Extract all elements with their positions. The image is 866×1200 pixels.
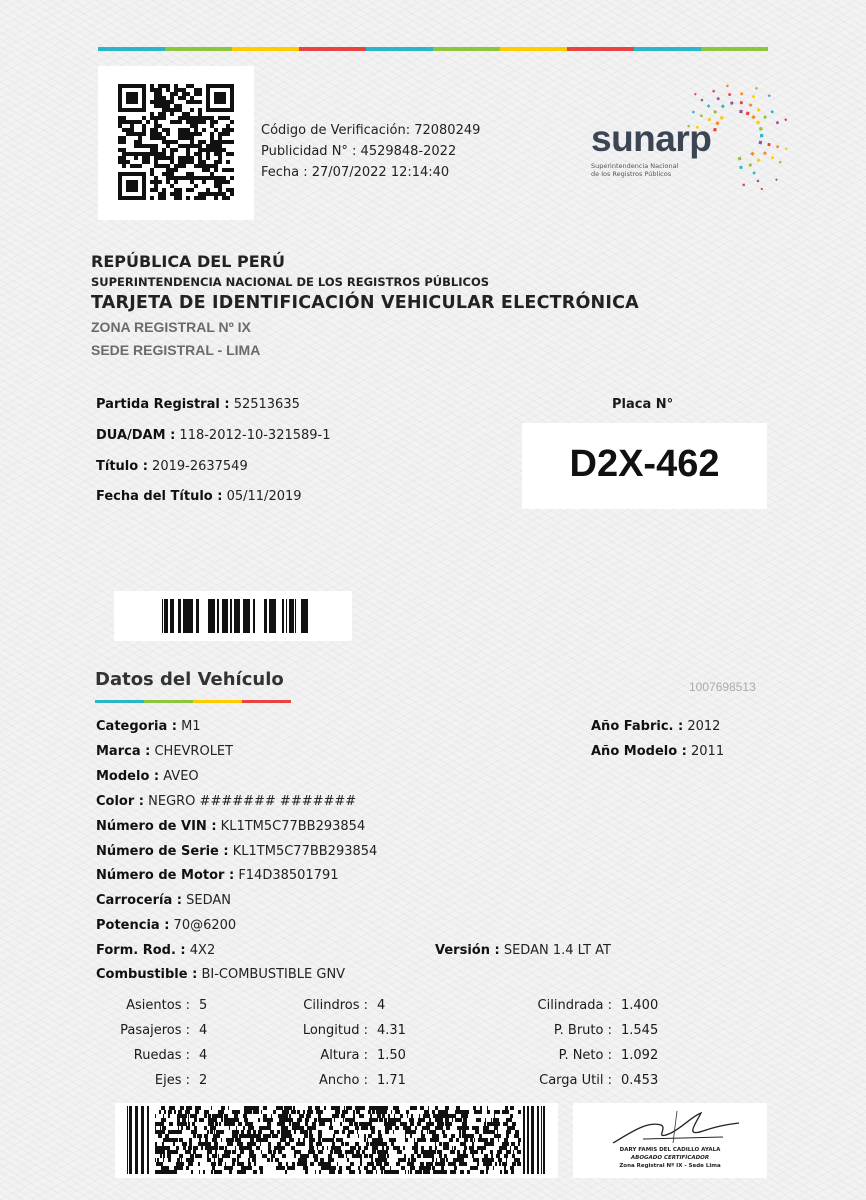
anio-fabric-label: Año Fabric. : xyxy=(591,719,684,734)
ancho-value: 1.71 xyxy=(377,1073,406,1088)
version-value: SEDAN 1.4 LT AT xyxy=(503,943,611,958)
titulo-label: Título : xyxy=(96,459,148,474)
ruedas-label: Ruedas : xyxy=(133,1048,190,1063)
partida-row xyxy=(96,397,300,412)
cilindrada-value: 1.400 xyxy=(621,998,659,1013)
formrod-label: Form. Rod. : xyxy=(96,943,186,958)
color-value: NEGRO ####### ####### xyxy=(148,794,357,809)
marca-value: CHEVROLET xyxy=(154,744,234,759)
verification-code: Código de Verificación: 72080249 xyxy=(261,123,481,138)
carroceria-label: Carrocería : xyxy=(96,893,182,908)
small-barcode xyxy=(114,591,352,641)
asientos-label: Asientos : xyxy=(126,998,190,1013)
serie-label: Número de Serie : xyxy=(96,844,229,859)
carroceria-value: SEDAN xyxy=(186,893,231,908)
logo-subtitle xyxy=(591,162,678,178)
serie-row xyxy=(96,844,377,859)
pneto-label: P. Neto : xyxy=(558,1048,612,1063)
motor-value: F14D38501791 xyxy=(238,868,339,883)
combustible-value: BI-COMBUSTIBLE GNV xyxy=(201,967,346,982)
signer-role: ABOGADO CERTIFICADOR xyxy=(630,1155,710,1161)
motor-label: Número de Motor : xyxy=(96,868,235,883)
vin-value: KL1TM5C77BB293854 xyxy=(220,819,366,834)
signer-office: Zona Registral Nº IX - Sede Lima xyxy=(619,1163,721,1169)
logo-subtitle-line2: de los Registros Públicos xyxy=(591,170,672,178)
pneto-value: 1.092 xyxy=(621,1048,659,1063)
registry-zone: ZONA REGISTRAL Nº IX xyxy=(91,319,251,335)
cargautil-label: Carga Util : xyxy=(539,1073,612,1088)
color-row xyxy=(96,794,356,809)
modelo-value: AVEO xyxy=(163,769,199,784)
partida-value: 52513635 xyxy=(233,397,300,412)
registry-office: SEDE REGISTRAL - LIMA xyxy=(91,342,261,358)
document-title: TARJETA DE IDENTIFICACIÓN VEHICULAR ELECTRÓNICA xyxy=(91,293,639,313)
signature-block xyxy=(573,1103,767,1178)
issue-date: Fecha : 27/07/2022 12:14:40 xyxy=(261,165,450,180)
categoria-label: Categoria : xyxy=(96,719,177,734)
section-underline xyxy=(95,700,291,703)
handwritten-signature xyxy=(573,1103,767,1151)
longitud-value: 4.31 xyxy=(377,1023,406,1038)
version-label: Versión : xyxy=(435,943,500,958)
combustible-label: Combustible : xyxy=(96,967,198,982)
plate-number: D2X-462 xyxy=(569,443,720,485)
altura-value: 1.50 xyxy=(377,1048,406,1063)
pasajeros-value: 4 xyxy=(199,1023,208,1038)
partida-label: Partida Registral : xyxy=(96,397,230,412)
logo-wordmark: sunarp xyxy=(591,118,712,159)
anio-modelo-row xyxy=(591,744,724,759)
vin-row xyxy=(96,819,365,834)
pbruto-value: 1.545 xyxy=(621,1023,659,1038)
signer-name: DARY FAMIS DEL CADILLO AYALA xyxy=(619,1147,721,1153)
plate-box xyxy=(522,423,767,509)
modelo-label: Modelo : xyxy=(96,769,160,784)
dua-label: DUA/DAM : xyxy=(96,428,176,443)
pbruto-label: P. Bruto : xyxy=(553,1023,612,1038)
sunarp-logo xyxy=(588,80,788,190)
cilindrada-label: Cilindrada : xyxy=(537,998,612,1013)
motor-row xyxy=(96,868,339,883)
color-label: Color : xyxy=(96,794,144,809)
formrod-value: 4X2 xyxy=(189,943,216,958)
carroceria-row xyxy=(96,893,231,908)
ruedas-value: 4 xyxy=(199,1048,208,1063)
version-row xyxy=(435,943,611,958)
marca-row xyxy=(96,744,233,759)
titulo-row xyxy=(96,459,248,474)
dua-value: 118-2012-10-321589-1 xyxy=(179,428,331,443)
asientos-value: 5 xyxy=(199,998,208,1013)
agency-title: SUPERINTENDENCIA NACIONAL DE LOS REGISTROS PÚBLICOS xyxy=(91,275,490,289)
formrod-row xyxy=(96,943,215,958)
dua-row xyxy=(96,428,331,443)
color-stripe xyxy=(98,47,768,51)
fecha-titulo-label: Fecha del Título : xyxy=(96,489,223,504)
ancho-label: Ancho : xyxy=(319,1073,368,1088)
anio-modelo-label: Año Modelo : xyxy=(591,744,687,759)
publicity-number: Publicidad N° : 4529848-2022 xyxy=(261,144,457,159)
cilindros-label: Cilindros : xyxy=(303,998,368,1013)
marca-label: Marca : xyxy=(96,744,151,759)
potencia-label: Potencia : xyxy=(96,918,170,933)
anio-fabric-value: 2012 xyxy=(687,719,721,734)
categoria-value: M1 xyxy=(181,719,201,734)
pasajeros-label: Pasajeros : xyxy=(120,1023,190,1038)
modelo-row xyxy=(96,769,199,784)
country-title: REPÚBLICA DEL PERÚ xyxy=(91,252,285,271)
logo-subtitle-line1: Superintendencia Nacional xyxy=(591,162,679,170)
qr-code xyxy=(98,66,254,220)
anio-modelo-value: 2011 xyxy=(691,744,725,759)
ejes-value: 2 xyxy=(199,1073,208,1088)
fecha-titulo-row xyxy=(96,489,302,504)
ejes-label: Ejes : xyxy=(154,1073,190,1088)
plate-label: Placa N° xyxy=(612,397,674,412)
anio-fabric-row xyxy=(591,719,720,734)
cargautil-value: 0.453 xyxy=(621,1073,659,1088)
pdf417-barcode xyxy=(115,1103,558,1178)
altura-label: Altura : xyxy=(320,1048,368,1063)
vehicle-section-title: Datos del Vehículo xyxy=(95,669,284,690)
potencia-value: 70@6200 xyxy=(173,918,237,933)
cilindros-value: 4 xyxy=(377,998,386,1013)
categoria-row xyxy=(96,719,201,734)
document-id-number: 1007698513 xyxy=(689,680,756,694)
titulo-value: 2019-2637549 xyxy=(152,459,248,474)
serie-value: KL1TM5C77BB293854 xyxy=(232,844,378,859)
longitud-label: Longitud : xyxy=(302,1023,368,1038)
fecha-titulo-value: 05/11/2019 xyxy=(226,489,302,504)
combustible-row xyxy=(96,967,345,982)
verification-info xyxy=(261,120,480,183)
potencia-row xyxy=(96,918,236,933)
vin-label: Número de VIN : xyxy=(96,819,217,834)
